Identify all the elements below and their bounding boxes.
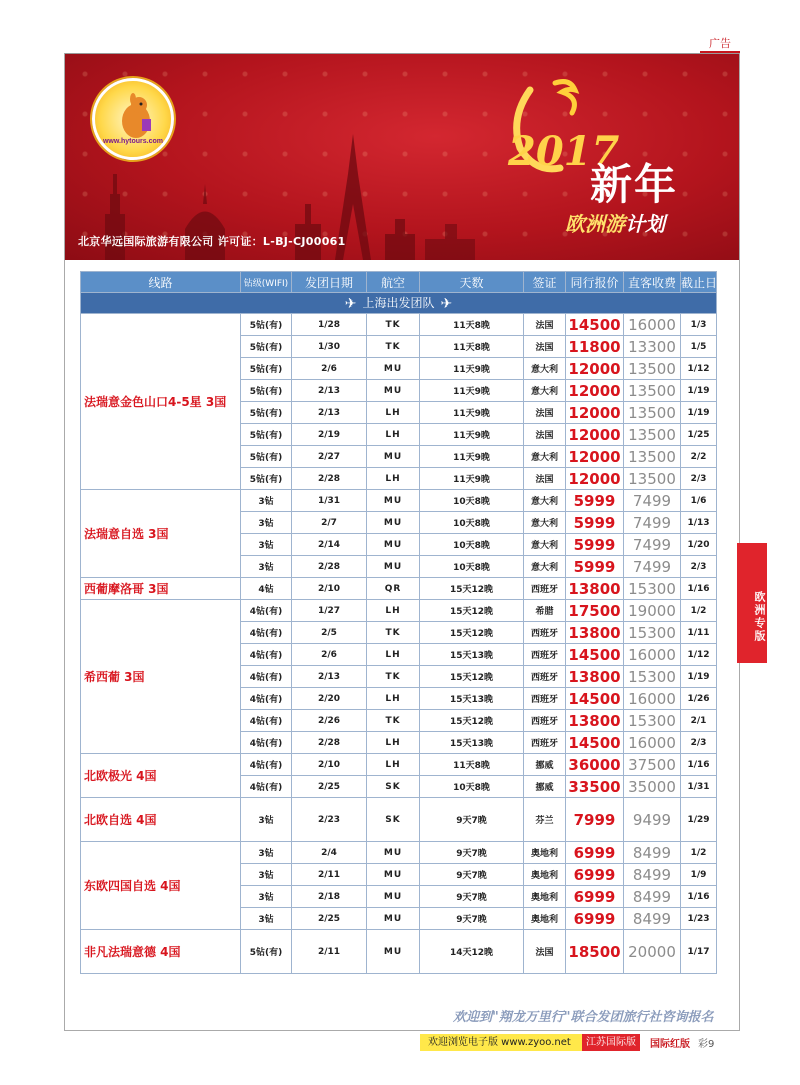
days-cell: 10天8晚 [420,490,524,512]
direct-price-cell: 16000 [624,732,681,754]
table-row [81,314,717,336]
days-cell: 9天7晚 [420,908,524,930]
deadline-cell: 1/9 [681,864,717,886]
visa-cell: 意大利 [524,380,566,402]
diamond-cell: 4钻(有) [241,688,292,710]
days-cell: 11天9晚 [420,424,524,446]
airline-cell: LH [367,754,420,776]
visa-cell: 意大利 [524,512,566,534]
direct-price-cell: 19000 [624,600,681,622]
date-cell: 2/28 [292,556,367,578]
header-direct-price: 直客收费 [624,272,681,293]
visa-cell: 意大利 [524,490,566,512]
deadline-cell: 2/3 [681,468,717,490]
route-name: 东欧四国自选 4国 [81,842,241,930]
date-cell: 2/14 [292,534,367,556]
days-cell: 14天12晚 [420,930,524,974]
date-cell: 2/11 [292,930,367,974]
airplane-icon: ✈ [440,296,453,312]
header-visa: 签证 [524,272,566,293]
airline-cell: MU [367,490,420,512]
direct-price-cell: 16000 [624,314,681,336]
table-row [81,754,717,776]
banner-subtitle-plan: 计划 [625,212,665,236]
visa-cell: 法国 [524,424,566,446]
deadline-cell: 1/19 [681,666,717,688]
direct-price-cell: 13500 [624,402,681,424]
direct-price-cell: 16000 [624,688,681,710]
diamond-cell: 5钻(有) [241,468,292,490]
visa-cell: 西班牙 [524,622,566,644]
footer-slogan: 欢迎到"翔龙万里行"联合发团旅行社咨询报名 [453,1010,714,1025]
days-cell: 15天12晚 [420,666,524,688]
visa-cell: 西班牙 [524,710,566,732]
table-header-row [81,272,717,293]
direct-price-cell: 7499 [624,534,681,556]
route-name: 北欧极光 4国 [81,754,241,798]
days-cell: 11天8晚 [420,336,524,358]
days-cell: 10天8晚 [420,512,524,534]
date-cell: 2/25 [292,776,367,798]
date-cell: 2/13 [292,666,367,688]
logo-url: www.hytours.com [102,138,164,145]
airline-cell: LH [367,402,420,424]
peer-price-cell: 14500 [566,732,624,754]
header-days: 天数 [420,272,524,293]
visa-cell: 意大利 [524,534,566,556]
peer-price-cell: 12000 [566,358,624,380]
banner-title: 新年 [590,160,679,209]
airline-cell: LH [367,732,420,754]
peer-price-cell: 14500 [566,644,624,666]
airline-cell: MU [367,358,420,380]
direct-price-cell: 8499 [624,886,681,908]
date-cell: 2/26 [292,710,367,732]
table-row [81,490,717,512]
peer-price-cell: 5999 [566,534,624,556]
airline-cell: TK [367,710,420,732]
visa-cell: 西班牙 [524,578,566,600]
diamond-cell: 5钻(有) [241,314,292,336]
deadline-cell: 2/1 [681,710,717,732]
days-cell: 15天12晚 [420,600,524,622]
diamond-cell: 5钻(有) [241,336,292,358]
peer-price-cell: 13800 [566,710,624,732]
visa-cell: 奥地利 [524,908,566,930]
date-cell: 2/6 [292,358,367,380]
direct-price-cell: 13300 [624,336,681,358]
peer-price-cell: 13800 [566,578,624,600]
airline-cell: LH [367,688,420,710]
date-cell: 2/20 [292,688,367,710]
airline-cell: QR [367,578,420,600]
days-cell: 10天8晚 [420,534,524,556]
airline-cell: MU [367,908,420,930]
page-number: 彩9 [698,1039,715,1050]
airline-cell: MU [367,534,420,556]
direct-price-cell: 37500 [624,754,681,776]
date-cell: 2/27 [292,446,367,468]
deadline-cell: 1/11 [681,622,717,644]
days-cell: 11天9晚 [420,468,524,490]
diamond-cell: 4钻(有) [241,776,292,798]
date-cell: 2/28 [292,468,367,490]
route-name: 西葡摩洛哥 3国 [81,578,241,600]
airline-cell: MU [367,512,420,534]
table-row [81,930,717,974]
peer-price-cell: 12000 [566,402,624,424]
deadline-cell: 1/20 [681,534,717,556]
airline-cell: MU [367,930,420,974]
days-cell: 15天12晚 [420,710,524,732]
diamond-cell: 4钻(有) [241,600,292,622]
deadline-cell: 1/3 [681,314,717,336]
date-cell: 1/30 [292,336,367,358]
header-diamond: 钻级(WIFI) [241,272,292,293]
deadline-cell: 2/3 [681,732,717,754]
peer-price-cell: 33500 [566,776,624,798]
airline-cell: SK [367,798,420,842]
company-license: 北京华远国际旅游有限公司 许可证：L-BJ-CJ00061 [78,235,346,248]
deadline-cell: 1/25 [681,424,717,446]
visa-cell: 法国 [524,930,566,974]
peer-price-cell: 6999 [566,886,624,908]
peer-price-cell: 7999 [566,798,624,842]
visa-cell: 法国 [524,402,566,424]
direct-price-cell: 9499 [624,798,681,842]
route-name: 北欧自选 4国 [81,798,241,842]
deadline-cell: 1/19 [681,402,717,424]
airline-cell: MU [367,886,420,908]
diamond-cell: 5钻(有) [241,446,292,468]
diamond-cell: 3钻 [241,842,292,864]
peer-price-cell: 11800 [566,336,624,358]
deadline-cell: 1/6 [681,490,717,512]
deadline-cell: 1/31 [681,776,717,798]
company-logo [92,78,174,160]
peer-price-cell: 12000 [566,446,624,468]
airline-cell: MU [367,380,420,402]
deadline-cell: 1/12 [681,644,717,666]
deadline-cell: 1/19 [681,380,717,402]
diamond-cell: 3钻 [241,556,292,578]
table-row [81,578,717,600]
visa-cell: 芬兰 [524,798,566,842]
date-cell: 2/4 [292,842,367,864]
days-cell: 15天12晚 [420,578,524,600]
table-row [81,600,717,622]
airline-cell: TK [367,314,420,336]
deadline-cell: 1/17 [681,930,717,974]
peer-price-cell: 5999 [566,512,624,534]
diamond-cell: 3钻 [241,798,292,842]
direct-price-cell: 8499 [624,908,681,930]
header-date: 发团日期 [292,272,367,293]
diamond-cell: 3钻 [241,908,292,930]
table-row [81,842,717,864]
visa-cell: 挪威 [524,754,566,776]
intl-label: 国际红版 [650,1039,690,1050]
visa-cell: 西班牙 [524,688,566,710]
date-cell: 1/28 [292,314,367,336]
diamond-cell: 5钻(有) [241,380,292,402]
diamond-cell: 3钻 [241,886,292,908]
diamond-cell: 4钻(有) [241,754,292,776]
peer-price-cell: 6999 [566,864,624,886]
visa-cell: 西班牙 [524,644,566,666]
diamond-cell: 4钻(有) [241,644,292,666]
deadline-cell: 1/5 [681,336,717,358]
date-cell: 1/31 [292,490,367,512]
visa-cell: 西班牙 [524,666,566,688]
peer-price-cell: 6999 [566,842,624,864]
visa-cell: 西班牙 [524,732,566,754]
date-cell: 2/28 [292,732,367,754]
direct-price-cell: 13500 [624,446,681,468]
airline-cell: LH [367,644,420,666]
diamond-cell: 5钻(有) [241,930,292,974]
airline-cell: MU [367,556,420,578]
header-airline: 航空 [367,272,420,293]
days-cell: 9天7晚 [420,842,524,864]
airline-cell: MU [367,842,420,864]
days-cell: 15天13晚 [420,644,524,666]
days-cell: 11天9晚 [420,358,524,380]
deadline-cell: 1/16 [681,578,717,600]
diamond-cell: 4钻(有) [241,622,292,644]
airline-cell: TK [367,336,420,358]
deadline-cell: 1/2 [681,600,717,622]
diamond-cell: 3钻 [241,490,292,512]
visa-cell: 挪威 [524,776,566,798]
direct-price-cell: 20000 [624,930,681,974]
route-name: 法瑞意自选 3国 [81,490,241,578]
days-cell: 15天13晚 [420,732,524,754]
peer-price-cell: 36000 [566,754,624,776]
direct-price-cell: 15300 [624,622,681,644]
date-cell: 2/11 [292,864,367,886]
visa-cell: 意大利 [524,446,566,468]
deadline-cell: 1/2 [681,842,717,864]
diamond-cell: 3钻 [241,864,292,886]
direct-price-cell: 7499 [624,556,681,578]
days-cell: 11天9晚 [420,380,524,402]
route-name: 非凡法瑞意德 4国 [81,930,241,974]
diamond-cell: 4钻(有) [241,666,292,688]
days-cell: 9天7晚 [420,798,524,842]
table-row [81,798,717,842]
days-cell: 15天12晚 [420,622,524,644]
banner-subtitle-europe: 欧洲游 [565,212,625,236]
date-cell: 2/19 [292,424,367,446]
days-cell: 15天13晚 [420,688,524,710]
peer-price-cell: 5999 [566,490,624,512]
route-name: 法瑞意金色山口4-5星 3国 [81,314,241,490]
direct-price-cell: 16000 [624,644,681,666]
header-deadline: 截止日期 [681,272,717,293]
date-cell: 2/7 [292,512,367,534]
side-tab-europe: 欧洲专版 [737,543,767,663]
header-peer-price: 同行报价 [566,272,624,293]
direct-price-cell: 8499 [624,842,681,864]
visa-cell: 奥地利 [524,886,566,908]
direct-price-cell: 35000 [624,776,681,798]
peer-price-cell: 12000 [566,380,624,402]
section-title: 上海出发团队 [362,296,435,310]
date-cell: 2/5 [292,622,367,644]
bottom-bar [420,1034,714,1051]
days-cell: 11天9晚 [420,402,524,424]
visa-cell: 希腊 [524,600,566,622]
date-cell: 2/13 [292,380,367,402]
direct-price-cell: 7499 [624,512,681,534]
route-name: 希西葡 3国 [81,600,241,754]
airline-cell: LH [367,424,420,446]
date-cell: 2/6 [292,644,367,666]
diamond-cell: 3钻 [241,534,292,556]
direct-price-cell: 15300 [624,578,681,600]
direct-price-cell: 13500 [624,380,681,402]
peer-price-cell: 12000 [566,424,624,446]
diamond-cell: 3钻 [241,512,292,534]
peer-price-cell: 17500 [566,600,624,622]
days-cell: 11天9晚 [420,446,524,468]
deadline-cell: 1/23 [681,908,717,930]
deadline-cell: 1/12 [681,358,717,380]
peer-price-cell: 12000 [566,468,624,490]
banner-subtitle [565,208,665,237]
page-frame-bottom [64,1030,740,1031]
days-cell: 11天8晚 [420,754,524,776]
diamond-cell: 5钻(有) [241,358,292,380]
direct-price-cell: 15300 [624,666,681,688]
section-row [81,293,717,314]
diamond-cell: 4钻(有) [241,710,292,732]
airline-cell: SK [367,776,420,798]
days-cell: 10天8晚 [420,776,524,798]
peer-price-cell: 13800 [566,666,624,688]
peer-price-cell: 6999 [566,908,624,930]
visa-cell: 奥地利 [524,842,566,864]
date-cell: 2/10 [292,754,367,776]
deadline-cell: 2/2 [681,446,717,468]
browse-link[interactable]: 欢迎浏览电子版 www.zyoo.net [420,1034,582,1051]
deadline-cell: 2/3 [681,556,717,578]
price-table [80,271,730,974]
peer-price-cell: 13800 [566,622,624,644]
diamond-cell: 5钻(有) [241,402,292,424]
days-cell: 9天7晚 [420,864,524,886]
date-cell: 1/27 [292,600,367,622]
airplane-icon: ✈ [344,296,357,312]
visa-cell: 法国 [524,468,566,490]
days-cell: 10天8晚 [420,556,524,578]
peer-price-cell: 14500 [566,314,624,336]
airline-cell: LH [367,468,420,490]
visa-cell: 意大利 [524,556,566,578]
date-cell: 2/25 [292,908,367,930]
year-text: 2017 [508,128,620,175]
direct-price-cell: 13500 [624,424,681,446]
deadline-cell: 1/16 [681,754,717,776]
ad-label: 广告 [700,36,740,53]
visa-cell: 法国 [524,314,566,336]
page-frame-right [739,53,740,1031]
airline-cell: TK [367,622,420,644]
deadline-cell: 1/16 [681,886,717,908]
days-cell: 9天7晚 [420,886,524,908]
direct-price-cell: 7499 [624,490,681,512]
days-cell: 11天8晚 [420,314,524,336]
visa-cell: 奥地利 [524,864,566,886]
direct-price-cell: 13500 [624,468,681,490]
deadline-cell: 1/26 [681,688,717,710]
peer-price-cell: 18500 [566,930,624,974]
date-cell: 2/23 [292,798,367,842]
direct-price-cell: 8499 [624,864,681,886]
direct-price-cell: 15300 [624,710,681,732]
deadline-cell: 1/13 [681,512,717,534]
airline-cell: TK [367,666,420,688]
date-cell: 2/13 [292,402,367,424]
airline-cell: LH [367,600,420,622]
diamond-cell: 5钻(有) [241,424,292,446]
peer-price-cell: 5999 [566,556,624,578]
visa-cell: 法国 [524,336,566,358]
peer-price-cell: 14500 [566,688,624,710]
deadline-cell: 1/29 [681,798,717,842]
airline-cell: MU [367,446,420,468]
header-route: 线路 [81,272,241,293]
diamond-cell: 4钻 [241,578,292,600]
date-cell: 2/10 [292,578,367,600]
direct-price-cell: 13500 [624,358,681,380]
kangaroo-icon [95,81,177,163]
date-cell: 2/18 [292,886,367,908]
airline-cell: MU [367,864,420,886]
diamond-cell: 4钻(有) [241,732,292,754]
edition-badge: 江苏国际版 [582,1034,640,1051]
visa-cell: 意大利 [524,358,566,380]
